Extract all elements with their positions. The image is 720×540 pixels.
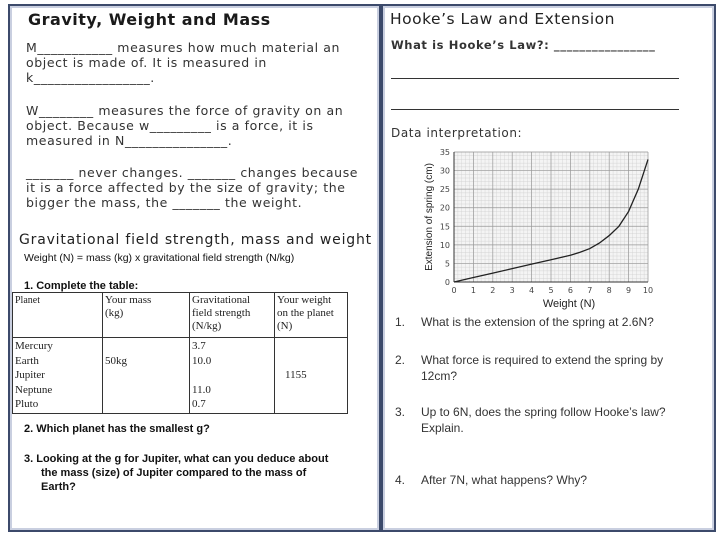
change-paragraph	[26, 165, 358, 210]
question-3-line-2: the mass (size) of Jupiter compared to the mass of	[41, 467, 307, 479]
y-tick-label: 10	[439, 240, 450, 250]
change-line-1: _______ never changes. _______ changes because	[26, 165, 359, 180]
hooke-q2-text-1: What force is required to extend the spring by	[421, 353, 664, 367]
x-tick-label: 10	[642, 286, 654, 295]
x-tick-label: 6	[567, 286, 573, 295]
hooke-q3-num: 3.	[395, 405, 406, 419]
weight-line-2: object. Because w_________ is a force, it is	[26, 118, 314, 133]
mass-line-3: k_________________.	[26, 70, 155, 85]
x-axis-label: Weight (N)	[542, 298, 596, 310]
weight-line-3: measured in N_______________.	[26, 133, 233, 148]
y-tick-label: 5	[444, 259, 450, 269]
question-2	[24, 423, 210, 435]
cell-weight[interactable]: 1155	[285, 369, 307, 381]
hooke-question-1	[395, 314, 654, 330]
hooke-q4-num: 4.	[395, 473, 406, 487]
question-1: 1. Complete the table:	[24, 280, 139, 292]
planet-table	[12, 292, 348, 414]
table-header-row	[13, 293, 348, 338]
header-gfs: Gravitational field strength (N/kg)	[192, 294, 251, 332]
hooke-q3-text-1: Up to 6N, does the spring follow Hooke’s law?	[421, 405, 666, 419]
x-tick-label: 3	[509, 286, 515, 295]
table-row	[13, 338, 348, 414]
y-tick-label: 15	[439, 222, 450, 232]
hooke-q2-text-2: 12cm?	[421, 369, 458, 383]
hooke-q3-text-2: Explain.	[421, 421, 464, 435]
x-tick-label: 5	[548, 286, 554, 295]
y-tick-label: 25	[439, 185, 450, 195]
hooke-question-4	[395, 472, 587, 488]
hooke-question-2	[395, 352, 663, 384]
x-tick-label: 0	[451, 286, 457, 295]
x-tick-label: 1	[470, 286, 476, 295]
mass-paragraph	[26, 40, 340, 85]
question-3-line-3: Earth?	[41, 481, 76, 493]
question-2-text: 2. Which planet has the smallest g?	[24, 423, 210, 435]
y-tick-label: 30	[439, 166, 450, 176]
x-tick-label: 7	[587, 286, 593, 295]
weight-paragraph	[26, 103, 343, 148]
answer-line-2[interactable]	[391, 109, 679, 110]
cell-gfs[interactable]: 3.7 10.0 11.0 0.7	[192, 340, 212, 410]
hooke-q1-num: 1.	[395, 315, 406, 329]
gravity-title: Gravity, Weight and Mass	[28, 10, 271, 29]
x-tick-label: 9	[626, 286, 632, 295]
hooke-title: Hooke’s Law and Extension	[390, 10, 615, 28]
gfs-subtitle: Gravitational field strength, mass and weight	[19, 232, 372, 248]
header-planet: Planet	[15, 295, 40, 306]
mass-line-1: M___________ measures how much material an	[26, 40, 341, 55]
y-axis-label: Extension of spring (cm)	[424, 163, 435, 271]
y-tick-label: 0	[444, 278, 450, 287]
data-interpretation-heading: Data interpretation:	[391, 126, 523, 140]
cell-mass[interactable]: 50kg	[105, 354, 127, 367]
weight-formula: Weight (N) = mass (kg) x gravitational field strength (N/kg)	[24, 252, 295, 264]
change-line-3: bigger the mass, the _______ the weight.	[26, 195, 303, 210]
hooke-question-3	[395, 404, 666, 436]
question-3	[24, 452, 328, 494]
x-tick-label: 8	[606, 286, 612, 295]
mass-line-2: object is made of. It is measured in	[26, 55, 267, 70]
header-mass: Your mass (kg)	[105, 294, 152, 319]
weight-line-1: W________ measures the force of gravity on an	[26, 103, 344, 118]
change-line-2: it is a force affected by the size of gravity; the	[26, 180, 346, 195]
y-tick-label: 20	[439, 203, 450, 213]
hooke-q4-text: After 7N, what happens? Why?	[421, 473, 588, 487]
hooke-q1-text: What is the extension of the spring at 2.6N?	[421, 315, 654, 329]
header-weight: Your weight on the planet (N)	[277, 294, 334, 332]
x-tick-label: 4	[529, 286, 535, 295]
answer-line-1[interactable]	[391, 78, 679, 79]
x-tick-label: 2	[490, 286, 496, 295]
y-tick-label: 35	[439, 148, 450, 157]
chart-grid	[454, 152, 648, 282]
question-3-line-1: 3. Looking at the g for Jupiter, what can you deduce about	[24, 453, 329, 465]
spring-extension-chart	[410, 140, 660, 310]
hooke-q2-num: 2.	[395, 353, 406, 367]
cell-planets[interactable]: Mercury Earth Jupiter Neptune Pluto	[15, 340, 53, 410]
hooke-question: What is Hooke’s Law?: ________________	[391, 38, 656, 52]
